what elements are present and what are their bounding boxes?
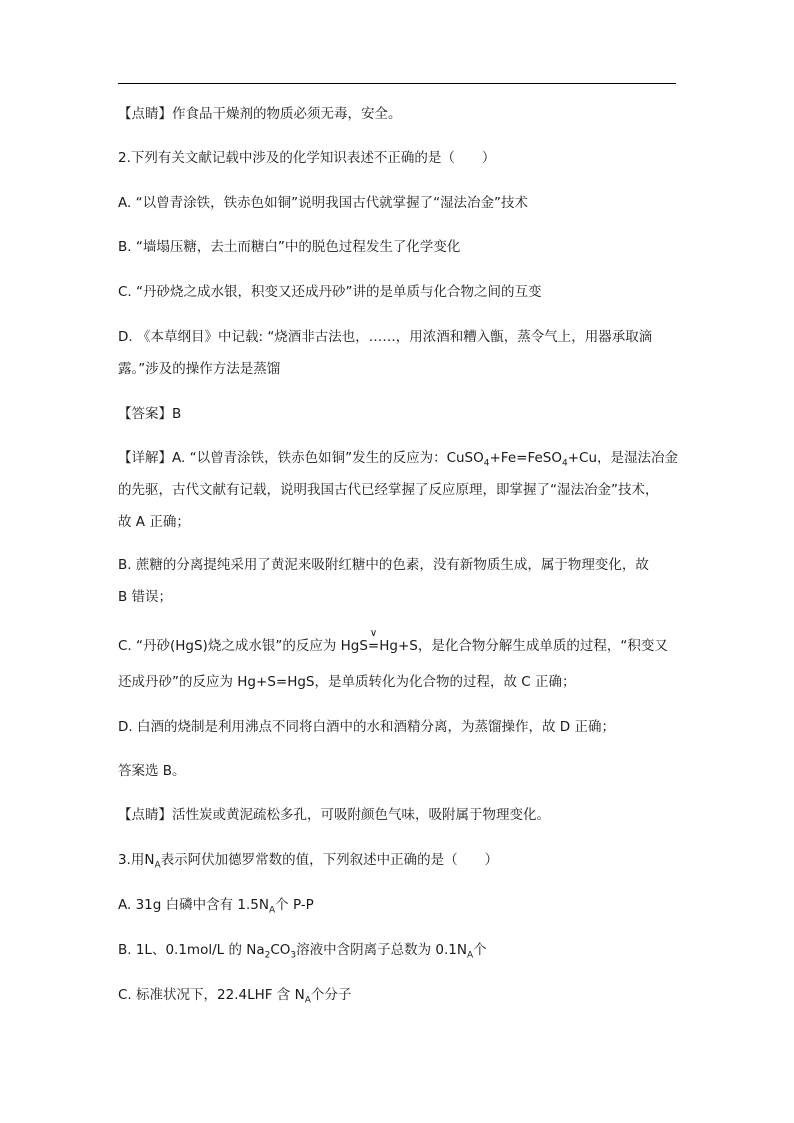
- detail-text: +Fe=FeSO: [489, 450, 562, 466]
- stem-text: 表示阿伏加德罗常数的值，下列叙述中正确的是（ ）: [160, 852, 499, 868]
- option-text: 个分子: [310, 987, 352, 1003]
- q3-option-c: [118, 986, 351, 1004]
- detail-text: A. “以曾青涂铁，铁赤色如铜”发生的反应为：CuSO: [172, 450, 484, 466]
- question-2-stem: 2.下列有关文献记载中涉及的化学知识表述不正确的是（ ）: [118, 150, 496, 166]
- q3-option-a: [118, 896, 314, 914]
- detail-c-line2: 还成丹砂”的反应为 Hg+S=HgS，是单质转化为化合物的过程，故 C 正确；: [118, 674, 576, 690]
- subscript: A: [304, 995, 311, 1006]
- option-text: 个 P-P: [275, 897, 314, 913]
- subscript: A: [268, 905, 276, 916]
- detail-a-line3: 故 A 正确；: [118, 514, 190, 530]
- option-text: 个: [473, 942, 487, 958]
- option-text: C. 标准状况下，22.4LHF 含 N: [118, 987, 305, 1003]
- detail-a-line1: [118, 449, 678, 467]
- q3-option-b: [118, 941, 487, 959]
- tip-text: 活性炭或黄泥疏松多孔，可吸附颜色气味，吸附属于物理变化。: [172, 807, 550, 823]
- detail-b-line2: B 错误；: [118, 589, 173, 605]
- subscript: 2: [264, 950, 271, 961]
- subscript: 4: [561, 458, 568, 469]
- detail-c-line1: [118, 628, 668, 655]
- stem-text: 3.用N: [118, 852, 155, 868]
- option-text: CO: [270, 942, 291, 958]
- detail-b-line1: B. 蔗糖的分离提纯采用了黄泥来吸附红糖中的色素，没有新物质生成，属于物理变化，故: [118, 557, 649, 573]
- q2-option-d-line1: D. 《本草纲目》中记载: “烧酒非古法也，……，用浓酒和糟入甑，蒸令气上，用器承取滴: [118, 329, 653, 345]
- detail-text: C. “丹砂(HgS)烧之成水银”的反应为 HgS: [118, 638, 368, 654]
- answer-value: B: [172, 406, 182, 422]
- answer: [118, 405, 181, 423]
- option-text: 溶液中含阴离子总数为 0.1N: [296, 942, 467, 958]
- detail-a-line2: 的先驱，古代文献有记载，说明我国古代已经掌握了反应原理，即掌握了“湿法冶金”技术，: [118, 482, 659, 498]
- detail-tag: 【详解】: [118, 450, 172, 466]
- q2-option-b: B. “墙塌压糖，去土而糖白”中的脱色过程发生了化学变化: [118, 239, 461, 255]
- option-text: B. 1L、0.1mol/L 的 Na: [118, 942, 265, 958]
- subscript: A: [467, 950, 474, 961]
- detail-text: Hg+S，是化合物分解生成单质的过程，“积变又: [379, 638, 668, 654]
- detail-d: D. 白酒的烧制是利用沸点不同将白酒中的水和酒精分离，为蒸馏操作，故 D 正确；: [118, 719, 615, 735]
- detail-text: +Cu，是湿法冶金: [567, 450, 678, 466]
- subscript: 3: [290, 950, 297, 961]
- heat-equation-sign: [367, 628, 380, 655]
- header-rule: [118, 83, 676, 84]
- q2-option-a: A. “以曾青涂铁，铁赤色如铜”说明我国古代就掌握了“湿法冶金”技术: [118, 195, 529, 211]
- tip-tag: 【点睛】: [118, 106, 172, 122]
- question-3-stem: [118, 851, 498, 869]
- option-text: A. 31g 白磷中含有 1.5N: [118, 897, 269, 913]
- tip-tag: 【点睛】: [118, 807, 172, 823]
- tip-2: [118, 806, 550, 824]
- equals-sign: =: [367, 638, 380, 654]
- heat-symbol: ∨: [369, 628, 378, 639]
- subscript: A: [154, 860, 161, 871]
- q2-option-d-line2: 露。”涉及的操作方法是蒸馏: [118, 361, 281, 377]
- q2-option-c: C. “丹砂烧之成水银，积变又还成丹砂”讲的是单质与化合物之间的互变: [118, 284, 542, 300]
- answer-tag: 【答案】: [118, 406, 172, 422]
- subscript: 4: [483, 458, 490, 469]
- tip-1: [118, 105, 402, 123]
- tip-text: 作食品干燥剂的物质必须无毒，安全。: [172, 106, 402, 122]
- conclusion: 答案选 B。: [118, 763, 186, 779]
